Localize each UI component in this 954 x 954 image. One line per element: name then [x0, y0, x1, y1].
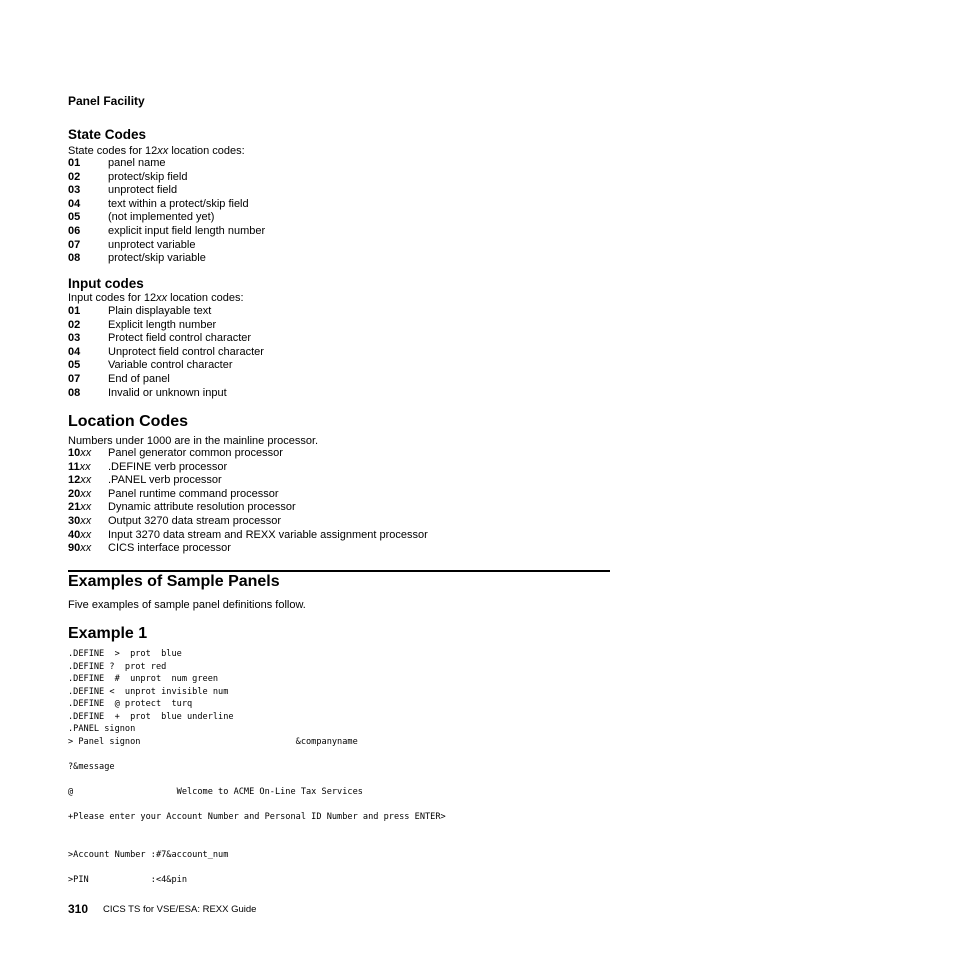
- code-row: [68, 252, 265, 266]
- code-value: 90xx: [68, 542, 92, 555]
- code-value: 20xx: [68, 487, 92, 500]
- code-value: 05: [68, 211, 81, 224]
- code-row: [68, 184, 265, 198]
- code-description: unprotect field: [108, 184, 178, 197]
- input-codes-intro: Input codes for 12xx location codes:: [68, 292, 244, 304]
- location-codes-intro: Numbers under 1000 are in the mainline processor.: [68, 435, 319, 447]
- code-value: 40xx: [68, 528, 92, 541]
- code-row: [68, 474, 428, 488]
- code-description: .PANEL verb processor: [108, 474, 222, 487]
- code-row: [68, 346, 264, 360]
- code-description: protect/skip field: [108, 170, 188, 183]
- state-codes-heading: State Codes: [68, 127, 147, 142]
- code-value: 10xx: [68, 447, 92, 459]
- code-row: [68, 447, 428, 461]
- code-value: 21xx: [68, 501, 92, 514]
- code-row: [68, 305, 264, 319]
- code-value: 05: [68, 359, 81, 372]
- code-description: End of panel: [108, 372, 170, 385]
- code-row: [68, 211, 265, 225]
- code-value: 12xx: [68, 474, 92, 487]
- examples-intro: Five examples of sample panel definitions follow.: [68, 599, 306, 611]
- code-value: 02: [68, 318, 81, 331]
- code-row: [68, 359, 264, 373]
- code-description: Invalid or unknown input: [108, 386, 227, 399]
- code-value: 04: [68, 345, 81, 358]
- code-row: [68, 319, 264, 333]
- code-row: [68, 171, 265, 185]
- code-description: Variable control character: [108, 359, 233, 372]
- code-value: 02: [68, 170, 81, 183]
- code-description: Input 3270 data stream and REXX variable assignment processor: [108, 528, 428, 541]
- book-title: CICS TS for VSE/ESA: REXX Guide: [103, 904, 257, 915]
- code-value: 03: [68, 332, 81, 345]
- code-value: 08: [68, 386, 81, 399]
- code-description: panel name: [108, 157, 166, 169]
- code-value: 03: [68, 184, 81, 197]
- code-row: [68, 373, 264, 387]
- code-description: (not implemented yet): [108, 211, 215, 224]
- example-1-heading: Example 1: [68, 625, 148, 642]
- code-row: [68, 461, 428, 475]
- code-description: Protect field control character: [108, 332, 252, 345]
- location-codes-heading: Location Codes: [68, 413, 189, 430]
- code-description: Unprotect field control character: [108, 345, 264, 358]
- code-value: 08: [68, 252, 81, 265]
- code-description: text within a protect/skip field: [108, 197, 249, 210]
- code-description: unprotect variable: [108, 238, 196, 251]
- code-row: [68, 542, 428, 556]
- code-description: protect/skip variable: [108, 252, 206, 265]
- code-description: Plain displayable text: [108, 305, 212, 317]
- code-value: 04: [68, 197, 81, 210]
- code-description: Explicit length number: [108, 318, 217, 331]
- state-codes-intro: State codes for 12xx location codes:: [68, 145, 245, 157]
- code-row: [68, 387, 264, 401]
- code-row: [68, 488, 428, 502]
- code-description: CICS interface processor: [108, 542, 231, 555]
- code-value: 07: [68, 238, 81, 251]
- examples-heading: Examples of Sample Panels: [68, 573, 280, 590]
- location-codes-list: [68, 447, 428, 556]
- code-description: Panel generator common processor: [108, 447, 283, 459]
- input-codes-heading: Input codes: [68, 276, 144, 291]
- running-head: Panel Facility: [68, 94, 145, 108]
- code-value: 07: [68, 372, 81, 385]
- code-description: .DEFINE verb processor: [108, 460, 228, 473]
- code-row: [68, 529, 428, 543]
- code-row: [68, 515, 428, 529]
- code-description: Output 3270 data stream processor: [108, 514, 282, 527]
- page-number: 310: [68, 902, 89, 916]
- code-value: 11xx: [68, 460, 91, 473]
- code-value: 30xx: [68, 514, 92, 527]
- section-rule: [68, 570, 610, 572]
- state-codes-list: [68, 157, 265, 266]
- code-row: [68, 198, 265, 212]
- code-row: [68, 332, 264, 346]
- code-row: [68, 501, 428, 515]
- input-codes-list: [68, 305, 264, 400]
- example-1-code: .DEFINE > prot blue .DEFINE ? prot red .DEFINE # unprot num green .DEFINE < unprot invisible num .DEFINE @ protect turq .DEFINE + prot blue underline .PANEL signon > Panel signon &companyname ?&message @ Welcome to ACME On-Line Tax Services +Please enter your Account Number and Personal ID Number and press ENTER> >Account Number :#7&account_num >PIN :<4&pin: [68, 649, 446, 885]
- code-value: 01: [68, 305, 81, 317]
- code-row: [68, 225, 265, 239]
- code-description: explicit input field length number: [108, 224, 266, 237]
- code-value: 01: [68, 157, 81, 169]
- code-value: 06: [68, 224, 81, 237]
- code-row: [68, 239, 265, 253]
- code-row: [68, 157, 265, 171]
- code-description: Dynamic attribute resolution processor: [108, 501, 296, 514]
- code-description: Panel runtime command processor: [108, 487, 279, 500]
